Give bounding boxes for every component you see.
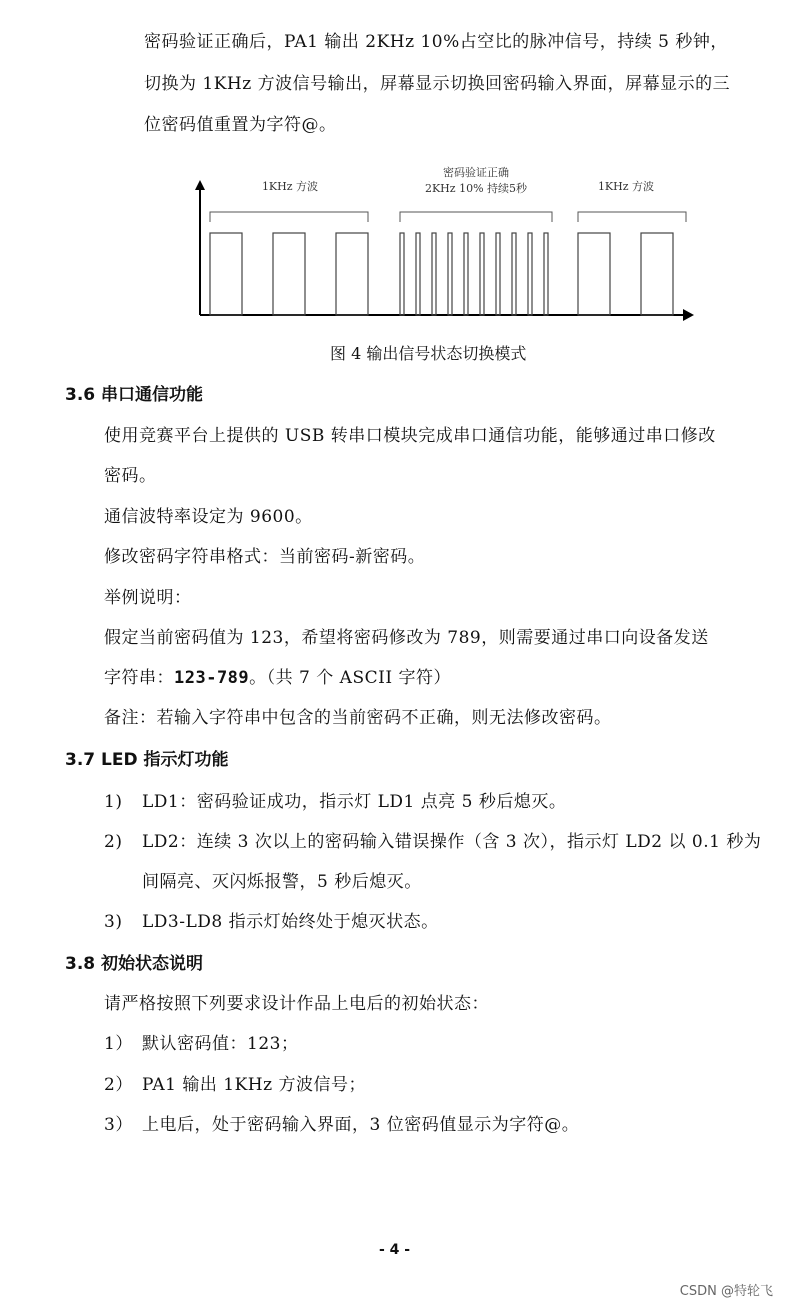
sec37-item-1-text: LD1：密码验证成功，指示灯 LD1 点亮 5 秒后熄灭。	[142, 792, 567, 812]
section-3-8-title: 3.8 初始状态说明	[65, 954, 204, 974]
watermark: CSDN @特轮飞	[679, 1284, 773, 1299]
square-wave-left	[210, 233, 368, 315]
page-number: - 4 -	[378, 1242, 411, 1258]
sec37-item-2-num: 2)	[104, 832, 123, 852]
sec38-item-3-text: 上电后，处于密码输入界面，3 位密码值显示为字符@。	[142, 1115, 580, 1135]
pulse-train-middle	[400, 233, 548, 315]
sec38-item-1-num: 1）	[104, 1034, 133, 1054]
sec38-p1: 请严格按照下列要求设计作品上电后的初始状态：	[104, 994, 489, 1014]
sec38-item-1-text: 默认密码值：123；	[142, 1034, 299, 1054]
intro-line-1: 密码验证正确后，PA1 输出 2KHz 10%占空比的脉冲信号，持续 5 秒钟，	[144, 32, 728, 52]
sec36-p1a: 使用竞赛平台上提供的 USB 转串口模块完成串口通信功能，能够通过串口修改	[104, 426, 716, 446]
sec36-p6-prefix: 字符串：	[104, 668, 174, 688]
sec37-item-3-num: 3)	[104, 912, 123, 932]
sec36-p7: 备注：若输入字符串中包含的当前密码不正确，则无法修改密码。	[104, 708, 612, 728]
label-left: 1KHz 方波	[261, 180, 319, 193]
sec36-p5: 假定当前密码值为 123，希望将密码修改为 789，则需要通过串口向设备发送	[104, 628, 709, 648]
section-3-6-title: 3.6 串口通信功能	[65, 385, 204, 405]
figure-caption: 图 4 输出信号状态切换模式	[330, 344, 527, 363]
sec37-item-1	[104, 790, 566, 814]
waveform-figure	[0, 160, 789, 340]
section-3-7-title: 3.7 LED 指示灯功能	[65, 750, 229, 770]
sec38-item-1	[104, 1032, 298, 1056]
sec37-item-3-text: LD3-LD8 指示灯始终处于熄灭状态。	[142, 912, 439, 932]
label-mid-1: 密码验证正确	[443, 166, 509, 179]
sec36-p1b: 密码。	[104, 466, 157, 486]
sec38-item-2-num: 2）	[104, 1075, 133, 1095]
intro-line-3: 位密码值重置为字符@。	[144, 115, 337, 135]
sec38-item-3	[104, 1113, 579, 1137]
square-wave-right	[578, 233, 673, 315]
sec38-item-2	[104, 1073, 366, 1097]
sec37-item-2	[104, 830, 761, 854]
sec38-item-2-text: PA1 输出 1KHz 方波信号；	[142, 1075, 366, 1095]
sec37-item-2-cont-text: 间隔亮、灭闪烁报警，5 秒后熄灭。	[142, 872, 422, 892]
sec37-item-2-text: LD2：连续 3 次以上的密码输入错误操作（含 3 次），指示灯 LD2 以 0.1 秒为	[142, 832, 762, 852]
sec37-item-1-num: 1)	[104, 792, 123, 812]
sec36-p2: 通信波特率设定为 9600。	[104, 507, 313, 527]
sec36-p4: 举例说明：	[104, 588, 192, 608]
sec36-p6-code: 123-789	[174, 668, 250, 688]
intro-line-2: 切换为 1KHz 方波信号输出，屏幕显示切换回密码输入界面，屏幕显示的三	[144, 74, 731, 94]
label-right: 1KHz 方波	[597, 180, 655, 193]
sec37-item-3	[104, 910, 439, 934]
sec36-p6-suffix: 。（共 7 个 ASCII 字符）	[249, 668, 451, 688]
sec36-p6	[104, 666, 451, 690]
sec37-item-2-cont	[104, 870, 422, 894]
label-mid-2: 2KHz 10% 持续5秒	[424, 182, 528, 195]
sec36-p3: 修改密码字符串格式：当前密码-新密码。	[104, 547, 426, 567]
sec38-item-3-num: 3）	[104, 1115, 133, 1135]
